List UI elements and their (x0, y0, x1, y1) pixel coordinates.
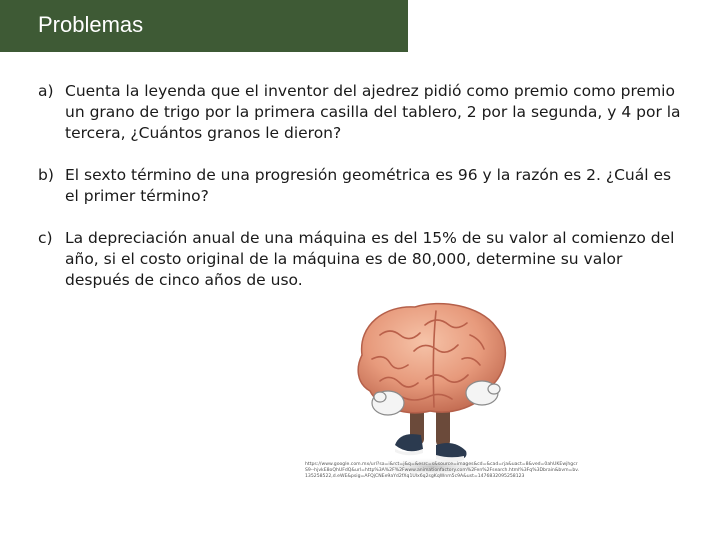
image-source-caption: https://www.google.com.mx/url?sa=i&rct=j&q=&esrc=s&source=images&cd=&cad=rja&uact=8&ved=0ahUKEwjhgcrS9--hjvkE8oQhUFdQ&url=http%3A%2F%2Fwww.animationfactory.com%2Fen%2Fsearch.html%3Fq%3Dbrain&bvm=bv.135258522,d.eWE&psig=AFQjCNEe9aYd2fXq1Ulx6q2sgKqWnm5c9A&ust=1476832095258123 (305, 462, 580, 480)
problem-letter: b) (38, 166, 54, 184)
problem-text: El sexto término de una progresión geométrica es 96 y la razón es 2. ¿Cuál es el primer término? (65, 166, 672, 205)
problem-list (38, 81, 688, 312)
problem-item-c (38, 228, 688, 291)
problem-item-a (38, 81, 688, 144)
problem-letter: a) (38, 82, 54, 100)
problem-letter: c) (38, 229, 53, 247)
problem-text: Cuenta la leyenda que el inventor del ajedrez pidió como premio como premio un grano de trigo por la primera casilla del tablero, 2 por la segunda, y 4 por la tercera, ¿Cuántos granos le dieron? (65, 82, 681, 142)
title-bar (0, 0, 408, 52)
thinking-brain-icon (340, 295, 520, 480)
problem-text: La depreciación anual de una máquina es del 15% de su valor al comienzo del año, si el costo original de la máquina es de 80,000, determine su valor después de cinco años de uso. (65, 229, 675, 289)
problem-item-b (38, 165, 688, 207)
page-title: Problemas (38, 12, 144, 37)
